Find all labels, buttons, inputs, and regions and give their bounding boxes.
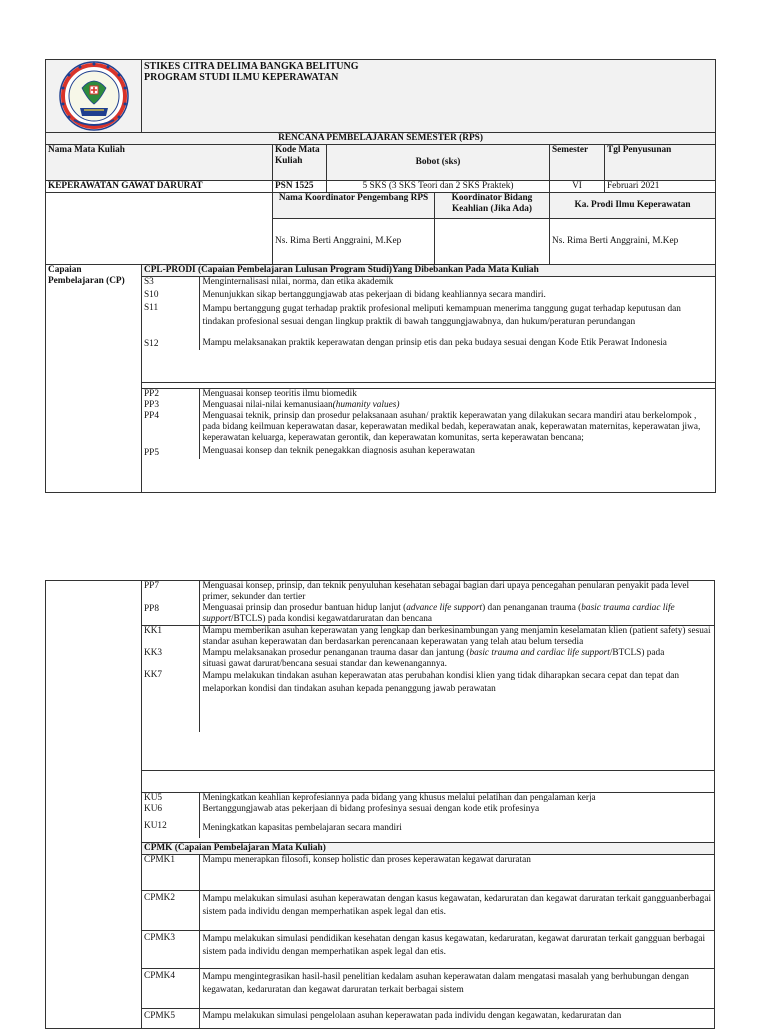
pp5-code: PP5	[142, 444, 199, 459]
cpmk1-code: CPMK1	[142, 855, 199, 890]
pp8-text-c: ) dan penanganan trauma (	[482, 603, 582, 613]
pp8-code: PP8	[142, 603, 199, 626]
blank-row	[142, 771, 715, 793]
kk3-text-c: /BTCLS) pada	[609, 648, 665, 658]
cpl-pengetahuan-block	[142, 389, 716, 493]
cp-label-continued	[46, 581, 142, 1029]
course-credits: 5 SKS (3 SKS Teori dan 2 SKS Praktek)	[327, 181, 550, 193]
kk1-code: KK1	[142, 626, 199, 649]
koordinator-bidang-name	[435, 219, 550, 265]
cpmk5-text: Mampu melakukan simulasi pengelolaan asuhan keperawatan pada individu dengan kegawatan, kedaruratan dan	[202, 1010, 622, 1021]
kk1-text: Mampu memberikan asuhan keperawatan yang lengkap dan berkesinambungan yang menjamin keselamatan klien (patient safety) sesuai standar asuhan keperawatan dan berdasarkan perencanaan keperawatan yang telah atau belum tersedia	[199, 626, 714, 649]
course-code: PSN 1525	[273, 181, 327, 193]
pp7-text: Menguasai konsep, prinsip, dan teknik penyuluhan kesehatan sebagai bagian dari upaya pencegahan penularan penyakit pada level primer, sekunder dan tertier	[202, 581, 690, 602]
kk3-text-a: Mampu melaksanakan prosedur penanganan trauma dasar dan jantung (	[202, 648, 470, 658]
s11-code: S11	[142, 301, 199, 329]
cp-label: Capaian Pembelajaran (CP)	[46, 265, 142, 493]
cpl-heading: CPL-PRODI (Capaian Pembelajaran Lulusan Program Studi)Yang Dibebankan Pada Mata Kuliah	[142, 265, 716, 277]
pp4-code: PP4	[142, 411, 199, 444]
label-koordinator-bidang: Koordinator Bidang Keahlian (Jika Ada)	[435, 193, 550, 219]
label-bobot: Bobot (sks)	[327, 145, 550, 181]
pp8-text-b: advance life support	[406, 603, 483, 613]
pp8-text-a: Menguasai prinsip dan prosedur bantuan hidup lanjut (	[202, 603, 407, 613]
pp2-text: Menguasai konsep teoritis ilmu biomedik	[202, 389, 357, 399]
kk7-code: KK7	[142, 670, 199, 732]
cpmk2-text: Mampu melakukan simulasi asuhan keperawatan dengan kasus kegawatan, kedaruratan dan kegawat daruratan terkait gangguanberbagai sistem pada individu dengan memperhatikan aspek legal dan etis.	[199, 890, 714, 930]
rps-title: RENCANA PEMBELAJARAN SEMESTER (RPS)	[46, 133, 716, 145]
pp7-code: PP7	[142, 581, 199, 603]
label-tgl-penyusunan: Tgl Penyusunan	[605, 145, 716, 181]
ku6-code: KU6	[142, 804, 199, 815]
cpmk4-text: Mampu mengintegrasikan hasil-hasil penelitian kedalam asuhan keperawatan dalam mengatasi masalah yang berhubungan dengan kegawatan, kedaruratan dan kegawat daruratan terkait berbagai sistem	[199, 968, 714, 1008]
cpmk3-text: Mampu melakukan simulasi pendidikan kesehatan dengan kasus kegawatan, kedaruratan, kegawat daruratan terkait gangguan berbagai sistem pada individu dengan memperhatikan aspek legal dan etis.	[199, 930, 714, 968]
label-ka-prodi: Ka. Prodi Ilmu Keperawatan	[550, 193, 716, 219]
s11-text: Mampu bertanggung gugat terhadap praktik profesional meliputi kemampuan menerima tanggung gugat terhadap keputusan dan tindakan profesional sesuai dengan lingkup praktik di bawah tanggungjawabnya, dan hukum/peraturan perundangan	[202, 304, 681, 327]
pp8-text	[199, 603, 714, 626]
logo-cell	[46, 60, 142, 133]
s12-code: S12	[142, 329, 199, 350]
pp8-text-e: /BTCLS) pada kondisi kegawatdaruratan dan bencana	[230, 614, 433, 624]
pp3-text-main: Menguasai nilai-nilai kemanusiaan	[202, 400, 333, 410]
pp3-code: PP3	[142, 400, 199, 411]
ku12-code: KU12	[142, 815, 199, 838]
pp3-text-italic: (humanity values)	[332, 400, 400, 410]
s12-text: Mampu melaksanakan praktik keperawatan dengan prinsip etis dan peka budaya sesuai dengan Kode Etik Perawat Indonesia	[202, 338, 667, 348]
pp5-text: Menguasai konsep dan teknik penegakkan diagnosis asuhan keperawatan	[202, 446, 475, 456]
kk7-text: Mampu melakukan tindakan asuhan keperawatan atas perubahan kondisi klien yang tidak diharapkan secara cepat dan tepat dan melaporkan kondisi dan tindakan asuhan kepada penanggung jawab perawatan	[202, 671, 680, 694]
program-name: PROGRAM STUDI ILMU KEPERAWATAN	[144, 72, 339, 83]
ka-prodi-name: Ns. Rima Berti Anggraini, M.Kep	[550, 219, 716, 265]
kk3-text-b: basic trauma and cardiac life support	[469, 648, 610, 658]
ku6-text: Bertanggungjawab atas pekerjaan di bidang profesinya sesuai dengan kode etik profesinya	[202, 804, 540, 814]
rps-table-page2	[45, 580, 715, 1029]
course-semester: VI	[550, 181, 605, 193]
pp2-code: PP2	[142, 389, 199, 400]
label-kode-mata-kuliah: Kode Mata Kuliah	[273, 145, 327, 181]
s10-code: S10	[142, 288, 199, 301]
label-koordinator-pengembang: Nama Koordinator Pengembang RPS	[273, 193, 435, 219]
ku12-text: Meningkatkan kapasitas pembelajaran secara mandiri	[202, 823, 402, 833]
cpmk5-code: CPMK5	[142, 1008, 199, 1028]
koordinator-pengembang-name: Ns. Rima Berti Anggraini, M.Kep	[273, 219, 435, 265]
stikes-citra-delima-logo	[52, 60, 136, 132]
ku5-code: KU5	[142, 793, 199, 804]
roles-blank	[46, 193, 273, 265]
course-name: KEPERAWATAN GAWAT DARURAT	[46, 181, 273, 193]
cpl-continued-block	[142, 581, 715, 771]
cpmk1-text: Mampu menerapkan filosofi, konsep holistic dan proses keperawatan kegawat daruratan	[199, 855, 714, 890]
ku5-text: Meningkatkan keahlian keprofesiannya pada bidang yang khusus melalui pelatihan dan pengalaman kerja	[202, 793, 596, 803]
pp3-text	[199, 400, 715, 411]
s3-code: S3	[142, 277, 199, 288]
label-nama-mata-kuliah: Nama Mata Kuliah	[46, 145, 273, 181]
institution-name: STIKES CITRA DELIMA BANGKA BELITUNG	[144, 61, 359, 72]
course-date: Februari 2021	[605, 181, 716, 193]
label-semester: Semester	[550, 145, 605, 181]
kk3-code: KK3	[142, 648, 199, 670]
cpmk-block	[142, 855, 715, 1029]
institution-cell	[142, 60, 716, 133]
kk3-text	[199, 648, 714, 670]
pp8-text-d: basic trauma cardiac life support	[202, 603, 675, 624]
cpmk-heading: CPMK (Capaian Pembelajaran Mata Kuliah)	[142, 843, 715, 855]
s3-text: Menginternalisasi nilai, norma, dan etika akademik	[202, 277, 394, 287]
s10-text: Menunjukkan sikap bertanggungjawab atas pekerjaan di bidang keahliannya secara mandiri.	[202, 290, 546, 300]
cpmk2-code: CPMK2	[142, 890, 199, 930]
pp4-text: Menguasai teknik, prinsip dan prosedur pelaksanaan asuhan/ praktik keperawatan yang dilakukan secara mandiri atau berkelompok , pada bidang keilmuan keperawatan dasar, keperawatan medikal bedah, keperawatan anak, keperawatan maternitas, keperawatan jiwa, keperawatan keluarga, keperawatan gerontik, dan keperawatan komunitas, serta keperawatan bencana;	[202, 411, 701, 443]
cpmk3-code: CPMK3	[142, 930, 199, 968]
cpl-keterampilan-umum-block	[142, 793, 715, 843]
cpmk4-code: CPMK4	[142, 968, 199, 1008]
rps-table-page1	[45, 59, 716, 493]
cpl-sikap-block	[142, 277, 716, 383]
kk3-text-d: situasi gawat darurat/bencana sesuai standar dan kewenangannya.	[202, 659, 447, 669]
